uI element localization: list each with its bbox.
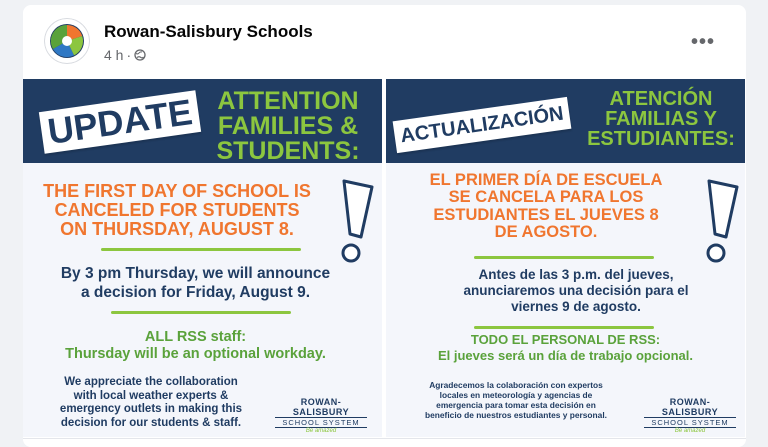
rss-logo: ROWAN-SALISBURY SCHOOL SYSTEM Be amazed [275,397,367,434]
update-label-box: UPDATE [39,90,201,154]
spanish-banner [386,79,745,163]
divider-line [101,248,301,251]
exclamation-icon [701,177,743,269]
post-meta [104,47,146,63]
rss-logo: ROWAN-SALISBURY SCHOOL SYSTEM Be amazed [644,397,736,434]
announcement-text: By 3 pm Thursday, we will announce a decision for Friday, August 9. [60,265,331,301]
globe-icon[interactable] [134,49,146,61]
spanish-flyer[interactable] [386,79,745,437]
personal-notice: TODO EL PERSONAL DE RSS: El jueves será un día de trabajo opcional. [437,332,694,363]
more-icon: ••• [690,30,715,53]
exclamation-icon [336,177,378,269]
meta-separator: · [126,47,132,63]
facebook-post-card [23,5,746,447]
divider-line [111,311,291,314]
anuncio-text: Antes de las 3 p.m. del jueves, anunciaremos una decisión para el viernes 9 de agosto. [463,267,689,315]
cancelacion-headline: EL PRIMER DÍA DE ESCUELA SE CANCELA PARA LOS ESTUDIANTES EL JUEVES 8 DE AGOSTO. [429,171,663,241]
atencion-heading: ATENCIÓN FAMILIAS Y ESTUDIANTES: [587,88,735,150]
divider-line [474,256,654,259]
appreciation-text: We appreciate the collaboration with local weather experts & emergency outlets in making this decision for our students & staff. [59,376,243,429]
more-options-button[interactable] [686,31,720,53]
english-banner [23,79,382,163]
page-name-link[interactable]: Rowan-Salisbury Schools [104,22,313,41]
post-timestamp[interactable]: 4 h [104,47,124,63]
actualizacion-label-box: ACTUALIZACIÓN [393,97,572,153]
attention-heading: ATTENTION FAMILIES & STUDENTS: [216,87,360,165]
cancellation-headline: THE FIRST DAY OF SCHOOL IS CANCELED FOR STUDENTS ON THURSDAY, AUGUST 8. [43,181,311,239]
page-avatar[interactable] [44,18,90,64]
post-footer-edge [23,438,746,447]
english-flyer[interactable] [23,79,382,437]
agradecimiento-text: Agradecemos la colaboración con expertos locales en meteorología y agencias de emergencia para tomar esta decisión en beneficio de nuestros estudiantes y personal. [425,380,607,420]
staff-notice: ALL RSS staff: Thursday will be an optional workday. [65,329,326,363]
divider-line [474,326,654,329]
